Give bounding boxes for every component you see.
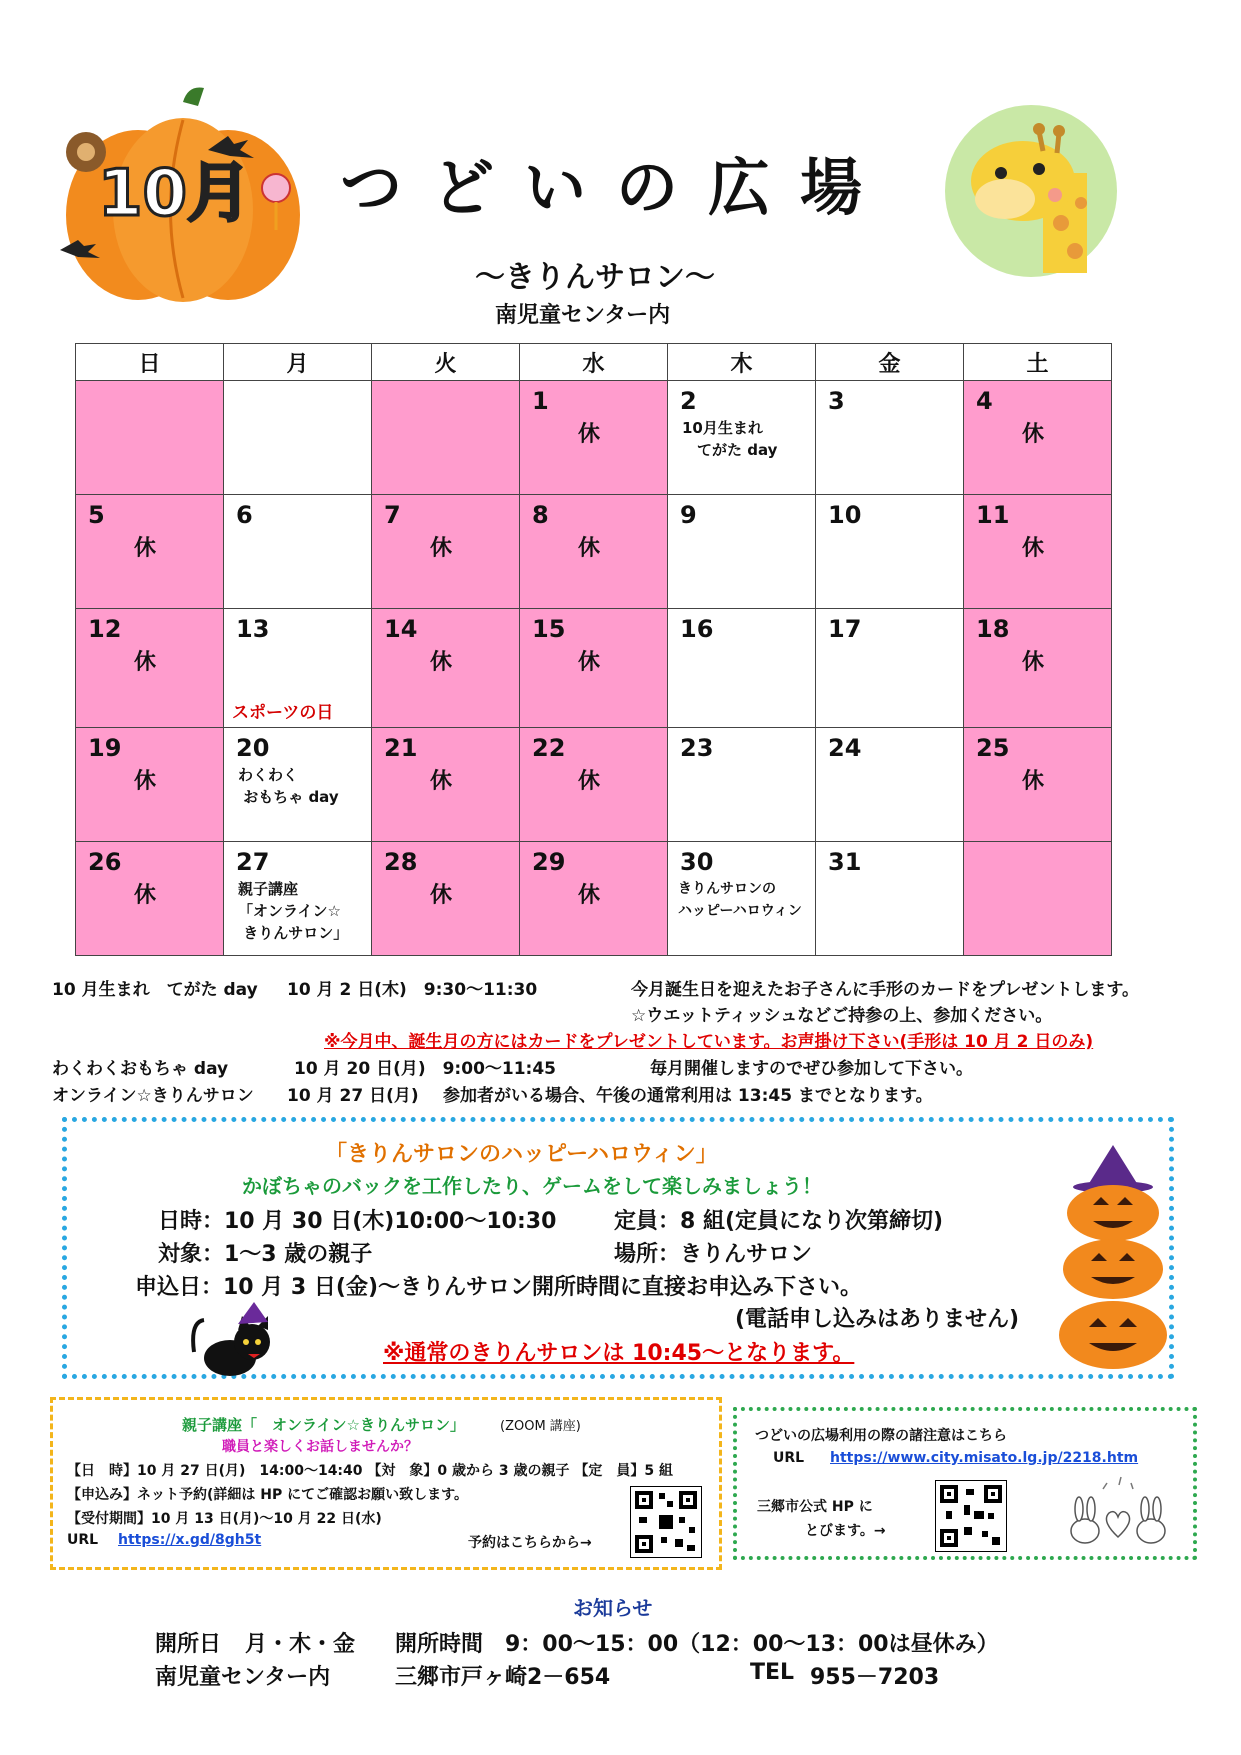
weekday-wed: 水 xyxy=(520,344,668,381)
day-number: 15 xyxy=(532,615,566,643)
page-title: つどいの広場 xyxy=(340,151,893,224)
official-hp-line1: 三郷市公式 HP に xyxy=(757,1499,873,1515)
halloween-place: 場所：きりんサロン xyxy=(614,1242,813,1267)
calendar-day xyxy=(816,728,964,842)
closed-mark: 休 xyxy=(430,883,453,908)
calendar-empty-cell xyxy=(964,842,1112,956)
day-number: 23 xyxy=(680,734,714,762)
footer-heading: お知らせ xyxy=(573,1596,653,1620)
closed-mark: 休 xyxy=(578,536,601,561)
official-hp-line2: とびます。→ xyxy=(805,1523,886,1539)
calendar-day xyxy=(76,609,224,728)
open-days-label: 開所日 xyxy=(155,1632,222,1657)
day-number: 10 xyxy=(828,501,862,529)
day-number: 27 xyxy=(236,848,270,876)
open-days-value: 月・木・金 xyxy=(245,1632,356,1657)
footer-address: 三郷市戸ヶ崎2－654 xyxy=(395,1665,611,1690)
day-number: 7 xyxy=(384,501,401,529)
calendar-day xyxy=(520,609,668,728)
calendar-empty-cell xyxy=(372,381,520,495)
calendar-day xyxy=(224,842,372,956)
online-course-subtitle: 職員と楽しくお話しませんか？ xyxy=(222,1439,418,1455)
rabbits-illustration xyxy=(1063,1475,1173,1559)
halloween-datetime: 日時：10 月 30 日(木)10:00～10:30 xyxy=(158,1209,557,1234)
month-badge-label: 10月 xyxy=(98,157,252,231)
hours-label: 開所時間 xyxy=(395,1632,484,1657)
day-number: 13 xyxy=(236,615,270,643)
closed-mark: 休 xyxy=(578,650,601,675)
halloween-apply: 申込日：10 月 3 日(金)～きりんサロン開所時間に直接お申込み下さい。 xyxy=(135,1275,863,1300)
online-course-url-link[interactable]: https://x.gd/8gh5t xyxy=(118,1532,262,1548)
closed-mark: 休 xyxy=(578,769,601,794)
october-calendar xyxy=(75,343,1112,956)
weekday-header-row xyxy=(76,344,1112,381)
day-number: 17 xyxy=(828,615,862,643)
online-course-schedule: 【日 時】10 月 27 日(月) 14:00～14:40 【対 象】0 歳から 3 歳の親子 【定 員】5 組 xyxy=(67,1463,673,1479)
calendar-week xyxy=(76,842,1112,956)
closed-mark: 休 xyxy=(430,536,453,561)
closed-mark: 休 xyxy=(134,650,157,675)
info-online-date: 10 月 27 日(月) xyxy=(287,1086,419,1106)
closed-mark: 休 xyxy=(134,769,157,794)
reserve-label: 予約はこちらから→ xyxy=(468,1535,592,1551)
calendar-day xyxy=(668,609,816,728)
closed-mark: 休 xyxy=(578,422,601,447)
online-course-title: 親子講座「 オンライン☆きりんサロン」 xyxy=(182,1416,465,1434)
calendar-day xyxy=(668,842,816,956)
day-number: 8 xyxy=(532,501,549,529)
calendar-day xyxy=(964,495,1112,609)
usage-notes-title: つどいの広場利用の際の諸注意はこちら xyxy=(755,1428,1007,1444)
day-number: 22 xyxy=(532,734,566,762)
usage-notes-url-link[interactable]: https://www.city.misato.lg.jp/2218.htm xyxy=(830,1450,1139,1466)
online-course-url-label: URL xyxy=(67,1532,99,1548)
closed-mark: 休 xyxy=(1022,422,1045,447)
closed-mark: 休 xyxy=(1022,769,1045,794)
calendar-day xyxy=(668,728,816,842)
official-hp-qr-code[interactable] xyxy=(935,1480,1007,1552)
calendar-day xyxy=(816,381,964,495)
info-online-desc: 参加者がいる場合、午後の通常利用は 13:45 までとなります。 xyxy=(443,1086,933,1106)
day-number: 18 xyxy=(976,615,1010,643)
closed-mark: 休 xyxy=(430,650,453,675)
location-label: 南児童センター内 xyxy=(495,303,671,328)
day-number: 20 xyxy=(236,734,270,762)
closed-mark: 休 xyxy=(134,536,157,561)
calendar-day xyxy=(76,842,224,956)
info-toy-day-date: 10 月 20 日(月) 9:00～11:45 xyxy=(294,1059,557,1079)
day-number: 25 xyxy=(976,734,1010,762)
weekday-sat: 土 xyxy=(964,344,1112,381)
calendar-day xyxy=(520,842,668,956)
day-number: 28 xyxy=(384,848,418,876)
calendar-day xyxy=(668,495,816,609)
day-number: 5 xyxy=(88,501,105,529)
online-course-title-suffix: (ZOOM 講座) xyxy=(500,1419,581,1434)
calendar-day xyxy=(224,495,372,609)
calendar-day xyxy=(816,842,964,956)
day-number: 30 xyxy=(680,848,714,876)
day-number: 19 xyxy=(88,734,122,762)
calendar-week xyxy=(76,495,1112,609)
pumpkin-month-badge xyxy=(58,80,308,310)
closed-mark: 休 xyxy=(1022,536,1045,561)
calendar-day xyxy=(224,728,372,842)
calendar-day xyxy=(964,609,1112,728)
info-toy-day-name: わくわくおもちゃ day xyxy=(52,1059,229,1079)
day-event: 10月生まれ てがた day xyxy=(682,419,778,459)
online-course-apply: 【申込み】ネット予約(詳細は HP にてご確認お願い致します。 xyxy=(67,1487,469,1503)
day-number: 14 xyxy=(384,615,418,643)
day-number: 16 xyxy=(680,615,714,643)
calendar-day xyxy=(816,609,964,728)
calendar-day xyxy=(964,381,1112,495)
tel-value: 955－7203 xyxy=(810,1665,940,1690)
info-online-name: オンライン☆きりんサロン xyxy=(52,1086,254,1106)
calendar-day xyxy=(668,381,816,495)
reservation-qr-code[interactable] xyxy=(630,1486,702,1558)
day-number: 2 xyxy=(680,387,697,415)
halloween-notice: ※通常のきりんサロンは 10:45～となります。 xyxy=(383,1341,855,1366)
day-number: 24 xyxy=(828,734,862,762)
page-subtitle: ～きりんサロン～ xyxy=(475,260,715,295)
calendar-empty-cell xyxy=(224,381,372,495)
calendar-day xyxy=(372,728,520,842)
calendar-day xyxy=(76,495,224,609)
day-event: 親子講座 「オンライン☆ きりんサロン」 xyxy=(238,880,349,942)
weekday-thu: 木 xyxy=(668,344,816,381)
halloween-capacity: 定員：8 組(定員になり次第締切) xyxy=(614,1209,944,1234)
info-birthday-name: 10 月生まれ てがた day xyxy=(52,980,258,1000)
info-birthday-card-notice: ※今月中、誕生月の方にはカードをプレゼントしています。お声掛け下さい(手形は 10 月 2 日のみ) xyxy=(324,1032,1094,1052)
halloween-no-phone: (電話申し込みはありません) xyxy=(735,1307,1020,1332)
day-number: 11 xyxy=(976,501,1010,529)
day-number: 12 xyxy=(88,615,122,643)
info-birthday-desc: 今月誕生日を迎えたお子さんに手形のカードをプレゼントします。 xyxy=(631,980,1139,1000)
calendar-week xyxy=(76,381,1112,495)
day-event: わくわく おもちゃ day xyxy=(238,766,339,806)
giraffe-illustration xyxy=(943,103,1119,283)
calendar-day xyxy=(816,495,964,609)
day-number: 26 xyxy=(88,848,122,876)
online-course-period: 【受付期間】10 月 13 日(月)～10 月 22 日(水) xyxy=(67,1511,382,1527)
calendar-week xyxy=(76,609,1112,728)
calendar-day xyxy=(520,381,668,495)
info-toy-day-desc: 毎月開催しますのでぜひ参加して下さい。 xyxy=(650,1059,973,1079)
calendar-day xyxy=(372,495,520,609)
black-cat-illustration xyxy=(190,1302,280,1386)
calendar-day xyxy=(372,609,520,728)
weekday-fri: 金 xyxy=(816,344,964,381)
tel-label: TEL xyxy=(750,1660,795,1685)
day-number: 1 xyxy=(532,387,549,415)
halloween-target: 対象：1～3 歳の親子 xyxy=(158,1242,373,1267)
calendar-day xyxy=(520,728,668,842)
info-birthday-date: 10 月 2 日(木) 9:30～11:30 xyxy=(287,980,538,1000)
weekday-sun: 日 xyxy=(76,344,224,381)
footer-place: 南児童センター内 xyxy=(155,1665,331,1690)
halloween-tagline: かぼちゃのバックを工作したり、ゲームをして楽しみましょう！ xyxy=(242,1174,822,1198)
day-number: 3 xyxy=(828,387,845,415)
closed-mark: 休 xyxy=(430,769,453,794)
day-number: 9 xyxy=(680,501,697,529)
halloween-title: 「きりんサロンのハッピーハロウィン」 xyxy=(325,1142,718,1167)
holiday-label: スポーツの日 xyxy=(232,703,334,723)
calendar-day xyxy=(76,728,224,842)
calendar-day xyxy=(372,842,520,956)
closed-mark: 休 xyxy=(578,883,601,908)
day-number: 31 xyxy=(828,848,862,876)
day-number: 21 xyxy=(384,734,418,762)
usage-notes-url-label: URL xyxy=(773,1450,805,1466)
calendar-week xyxy=(76,728,1112,842)
closed-mark: 休 xyxy=(134,883,157,908)
calendar-day xyxy=(224,609,372,728)
day-number: 4 xyxy=(976,387,993,415)
info-wet-tissue: ☆ウエットティッシュなどご持参の上、参加ください。 xyxy=(631,1006,1053,1026)
day-number: 29 xyxy=(532,848,566,876)
calendar-day xyxy=(520,495,668,609)
calendar-day xyxy=(964,728,1112,842)
weekday-tue: 火 xyxy=(372,344,520,381)
jack-o-lantern-stack xyxy=(1058,1145,1168,1379)
hours-value: 9：00～15：00（12：00～13：00は昼休み） xyxy=(505,1632,999,1657)
day-event: きりんサロンの ハッピーハロウィン xyxy=(678,881,802,919)
calendar-empty-cell xyxy=(76,381,224,495)
closed-mark: 休 xyxy=(1022,650,1045,675)
day-number: 6 xyxy=(236,501,253,529)
weekday-mon: 月 xyxy=(224,344,372,381)
